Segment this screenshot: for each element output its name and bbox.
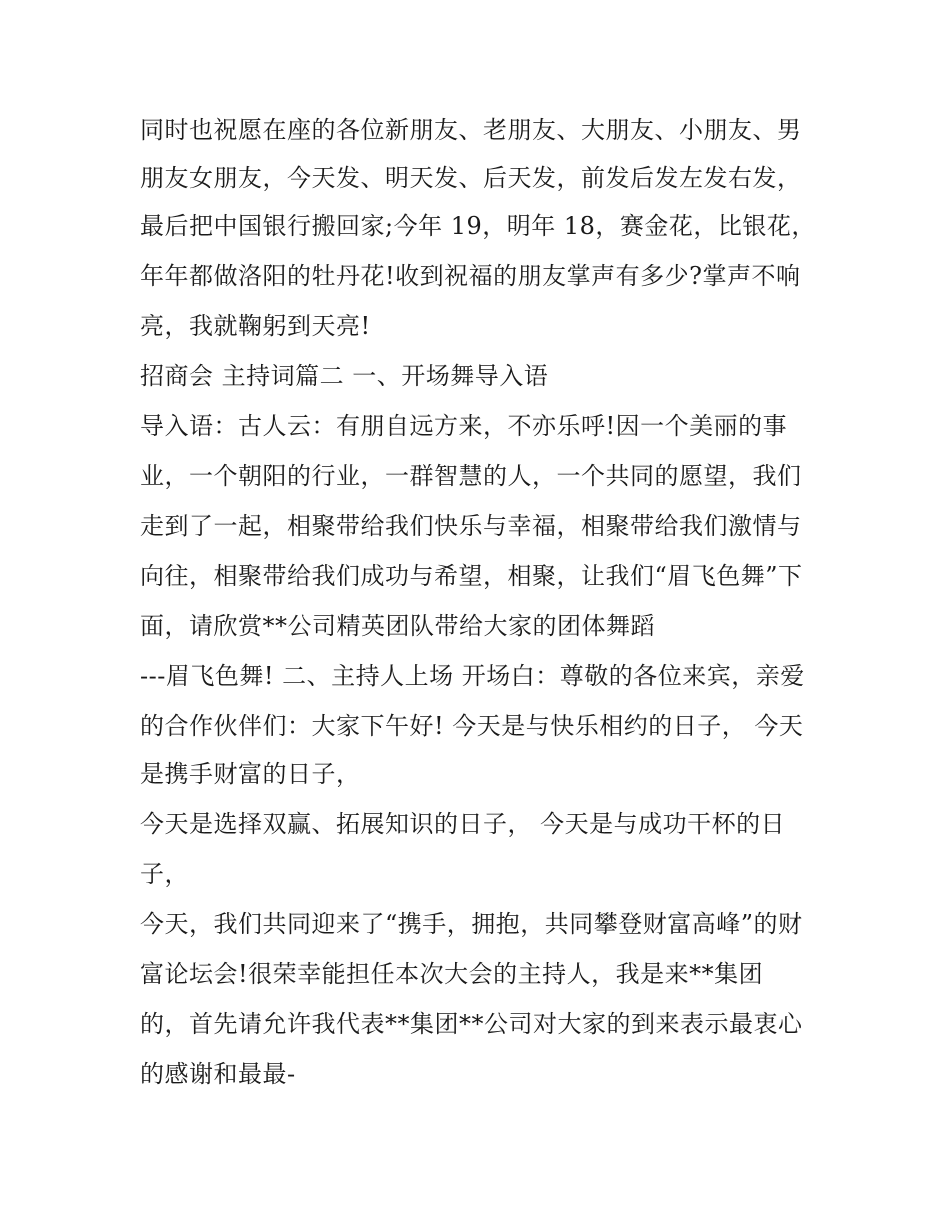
text-line: 亮，我就鞠躬到天亮! [140, 312, 371, 340]
text-line: 的，首先请允许我代表**集团**公司对大家的到来表示最衷心 [140, 1010, 803, 1038]
text-line: 走到了一起，相聚带给我们快乐与幸福，相聚带给我们激情与 [140, 512, 802, 540]
text-line: 是携手财富的日子， [140, 760, 361, 788]
section-heading: 招商会 主持词篇二 一、开场舞导入语 [140, 362, 549, 390]
text-line: 面，请欣赏**公司精英团队带给大家的团体舞蹈 [140, 612, 655, 640]
text-line: 向往，相聚带给我们成功与希望，相聚，让我们“眉飞色舞”下 [140, 562, 803, 590]
text-line: ---眉飞色舞! 二、主持人上场 开场白：尊敬的各位来宾，亲爱 [140, 662, 805, 690]
text-line: 朋友女朋友，今天发、明天发、后天发，前发后发左发右发， [140, 164, 802, 192]
text-line: 富论坛会!很荣幸能担任本次大会的主持人，我是来**集团 [140, 960, 764, 988]
text-line: 今天是选择双赢、拓展知识的日子， 今天是与成功干杯的日 [140, 810, 786, 838]
text-line: 的感谢和最最- [140, 1060, 296, 1088]
text-line: 今天，我们共同迎来了“携手，拥抱，共同攀登财富高峰”的财 [140, 910, 803, 938]
text-line: 的合作伙伴们：大家下午好! 今天是与快乐相约的日子， 今天 [140, 712, 804, 740]
text-line: 导入语：古人云：有朋自远方来，不亦乐呼!因一个美丽的事 [140, 412, 788, 440]
text-line: 年年都做洛阳的牡丹花!收到祝福的朋友掌声有多少?掌声不响 [140, 262, 801, 290]
text-line: 同时也祝愿在座的各位新朋友、老朋友、大朋友、小朋友、男 [140, 116, 802, 144]
text-line: 业，一个朝阳的行业，一群智慧的人，一个共同的愿望，我们 [140, 462, 802, 490]
text-line: 子， [140, 860, 189, 888]
text-line: 最后把中国银行搬回家;今年 19，明年 18，赛金花，比银花， [140, 212, 816, 240]
